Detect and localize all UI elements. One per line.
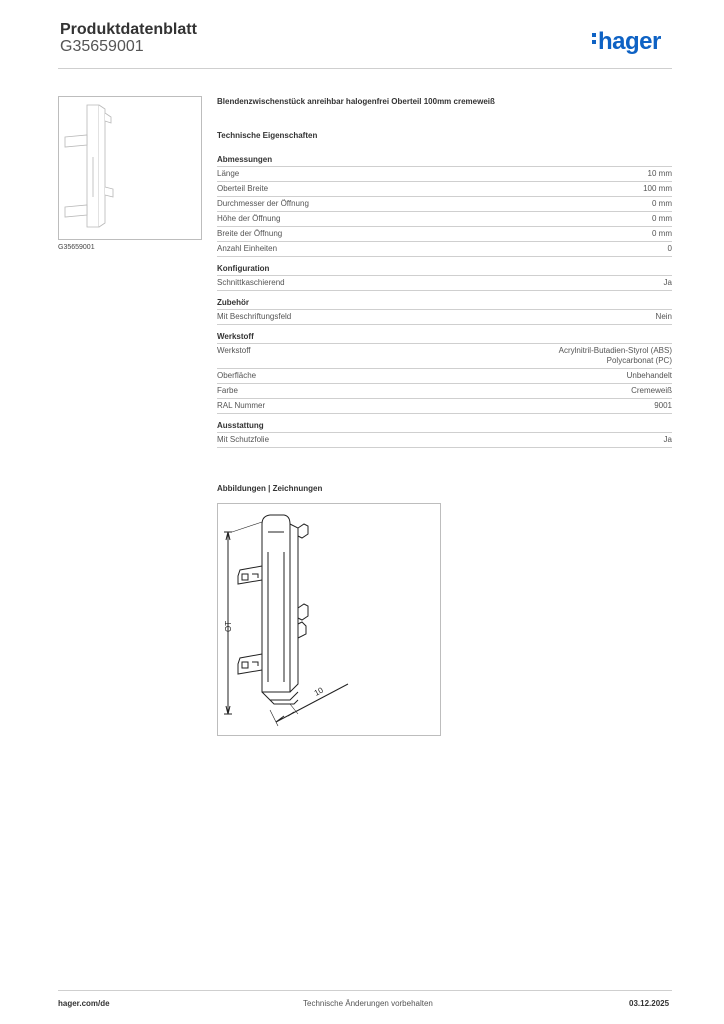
row-value-line: Polycarbonat (PC) <box>606 356 672 365</box>
footer-divider <box>58 990 672 991</box>
row-label: Mit Beschriftungsfeld <box>217 312 292 321</box>
row-label: Mit Schutzfolie <box>217 435 270 444</box>
drawings-heading: Abbildungen | Zeichnungen <box>217 484 323 493</box>
section-title: Werkstoff <box>217 332 672 344</box>
section-title: Konfiguration <box>217 264 672 276</box>
table-row <box>217 384 672 399</box>
footer-note: Technische Änderungen vorbehalten <box>303 999 433 1008</box>
row-value: Ja <box>663 278 672 287</box>
table-row <box>217 369 672 384</box>
table-row <box>217 167 672 182</box>
dimension-label-height: OT <box>224 620 233 632</box>
section-title: Ausstattung <box>217 421 672 433</box>
row-label: RAL Nummer <box>217 401 266 410</box>
brand-logo <box>592 28 661 56</box>
section-equipment <box>217 421 672 448</box>
table-row <box>217 182 672 197</box>
dimension-label-width: 10 <box>312 685 325 698</box>
table-row <box>217 212 672 227</box>
row-value: 0 <box>667 244 672 253</box>
row-label: Farbe <box>217 386 238 395</box>
row-value: 0 mm <box>652 199 672 208</box>
logo-dots-icon <box>592 30 596 47</box>
table-row <box>217 242 672 257</box>
spec-table <box>217 155 672 455</box>
table-row <box>217 227 672 242</box>
row-label: Oberfläche <box>217 371 257 380</box>
table-row <box>217 276 672 291</box>
row-label: Breite der Öffnung <box>217 229 283 238</box>
product-thumbnail <box>58 96 202 240</box>
section-configuration <box>217 264 672 291</box>
product-code: G35659001 <box>60 38 144 55</box>
logo-text: hager <box>598 28 661 55</box>
row-value: 0 mm <box>652 229 672 238</box>
technical-properties-heading: Technische Eigenschaften <box>217 131 318 140</box>
table-row <box>217 399 672 414</box>
row-label: Länge <box>217 169 240 178</box>
row-label: Durchmesser der Öffnung <box>217 199 309 208</box>
table-row <box>217 344 672 369</box>
section-title: Zubehör <box>217 298 672 310</box>
row-value <box>559 346 672 366</box>
table-row <box>217 433 672 448</box>
row-value: 100 mm <box>643 184 672 193</box>
product-thumbnail-icon <box>59 97 201 239</box>
header-divider <box>58 68 672 69</box>
product-name: Blendenzwischenstück anreihbar halogenfrei Oberteil 100mm cremeweiß <box>217 97 495 106</box>
row-label: Werkstoff <box>217 346 251 355</box>
row-label: Anzahl Einheiten <box>217 244 278 253</box>
footer-date: 03.12.2025 <box>629 999 670 1008</box>
table-row <box>217 197 672 212</box>
thumbnail-caption: G35659001 <box>58 244 95 251</box>
section-dimensions <box>217 155 672 257</box>
row-value: Nein <box>655 312 672 321</box>
table-row <box>217 310 672 325</box>
section-material <box>217 332 672 414</box>
row-value: 9001 <box>654 401 672 410</box>
row-value: 0 mm <box>652 214 672 223</box>
row-value: Unbehandelt <box>626 371 672 380</box>
row-label: Oberteil Breite <box>217 184 269 193</box>
row-value: Ja <box>663 435 672 444</box>
row-value-line: Acrylnitril-Butadien-Styrol (ABS) <box>558 346 672 355</box>
row-label: Schnittkaschierend <box>217 278 285 287</box>
row-value: 10 mm <box>647 169 672 178</box>
row-value: Cremeweiß <box>631 386 672 395</box>
technical-drawing-icon <box>218 504 440 735</box>
footer-website-link[interactable]: hager.com/de <box>58 999 110 1008</box>
section-accessories <box>217 298 672 325</box>
row-label: Höhe der Öffnung <box>217 214 281 223</box>
section-title: Abmessungen <box>217 155 672 167</box>
technical-drawing <box>217 503 441 736</box>
document-title: Produktdatenblatt <box>60 21 197 38</box>
